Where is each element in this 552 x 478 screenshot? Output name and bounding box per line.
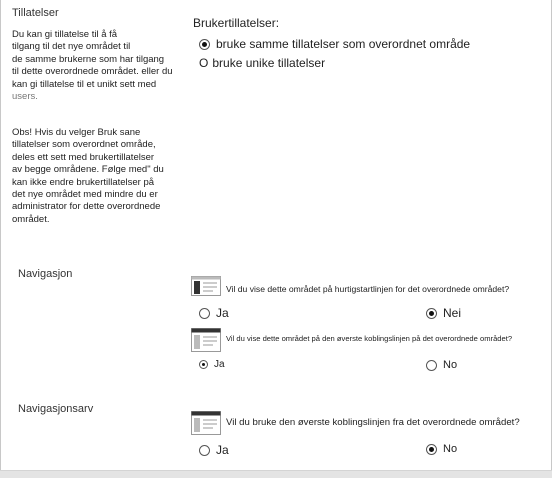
top-link-bar-icon [191,328,221,352]
radio-inherit-yes[interactable] [199,445,210,456]
radio-quick-launch-yes[interactable] [199,308,210,319]
navigation-section-title: Navigasjon [18,268,73,280]
top-link-bar-no-label: No [443,359,458,371]
description-line: kan gi tillatelse til et unikt sett med [12,78,157,90]
description-line: til dette overordnede området. eller du [12,66,173,78]
inherit-no-label: No [443,443,458,455]
option-unique-permissions-label: bruke unike tillatelser [212,56,326,70]
description-line-muted: users. [12,91,38,103]
quick-launch-yes-label: Ja [216,306,229,320]
warning-line: av begge områdene. Følge med" du [12,164,164,176]
warning-line: Obs! Hvis du velger Bruk sane [12,127,141,138]
inherit-no-option[interactable] [426,443,457,455]
radio-top-link-bar-no[interactable] [426,360,437,371]
radio-top-link-bar-yes[interactable] [199,360,208,369]
option-same-permissions[interactable] [199,37,470,51]
radio-quick-launch-no[interactable] [426,308,437,319]
quick-launch-no-label: Nei [443,306,462,320]
warning-line: deles ett sett med brukertillatelser [12,151,155,163]
description-line: de samme brukerne som har tilgang [12,53,165,65]
description-line: Du kan gi tillatelse til å få [12,29,118,40]
top-link-bar-inherit-icon [191,411,221,435]
option-unique-permissions[interactable] [199,56,325,70]
navigation-inheritance-section-title: Navigasjonsarv [18,403,94,415]
warning-line: det nye området med mindre du er [12,189,158,201]
inherit-top-link-bar-question: Vil du bruke den øverste koblingslinjen fra det overordnede området? [226,417,520,428]
top-link-bar-question: Vil du vise dette området på den øverste koblingslinjen på det overordnede området? [226,334,513,343]
warning-line: kan ikke endre brukertillatelser på [12,176,155,188]
permissions-warning [12,127,187,226]
permissions-section-title: Tillatelser [12,7,59,19]
user-permissions-label: Brukertillatelser: [193,16,280,30]
top-link-bar-no-option[interactable] [426,359,457,371]
inherit-yes-option[interactable] [199,443,229,457]
inherit-yes-label: Ja [216,443,229,457]
top-link-bar-yes-label: Ja [214,359,225,370]
warning-line: området. [12,213,50,225]
quick-launch-yes-option[interactable] [199,306,229,320]
warning-line: administrator for dette overordnede [12,201,161,213]
description-line: tilgang til det nye området til [12,41,131,53]
top-link-bar-yes-option[interactable] [199,359,225,370]
option-unique-prefix: O [199,56,209,70]
quick-launch-no-option[interactable] [426,306,461,320]
radio-inherit-no[interactable] [426,444,437,455]
option-same-permissions-label: bruke samme tillatelser som overordnet område [216,37,471,51]
quick-launch-question: Vil du vise dette området på hurtigstartlinjen for det overordnede området? [226,284,510,294]
radio-same-permissions[interactable] [199,39,210,50]
permissions-description [12,29,182,103]
quick-launch-icon [191,276,221,296]
warning-line: tillatelser som overordnet område, [12,139,156,151]
